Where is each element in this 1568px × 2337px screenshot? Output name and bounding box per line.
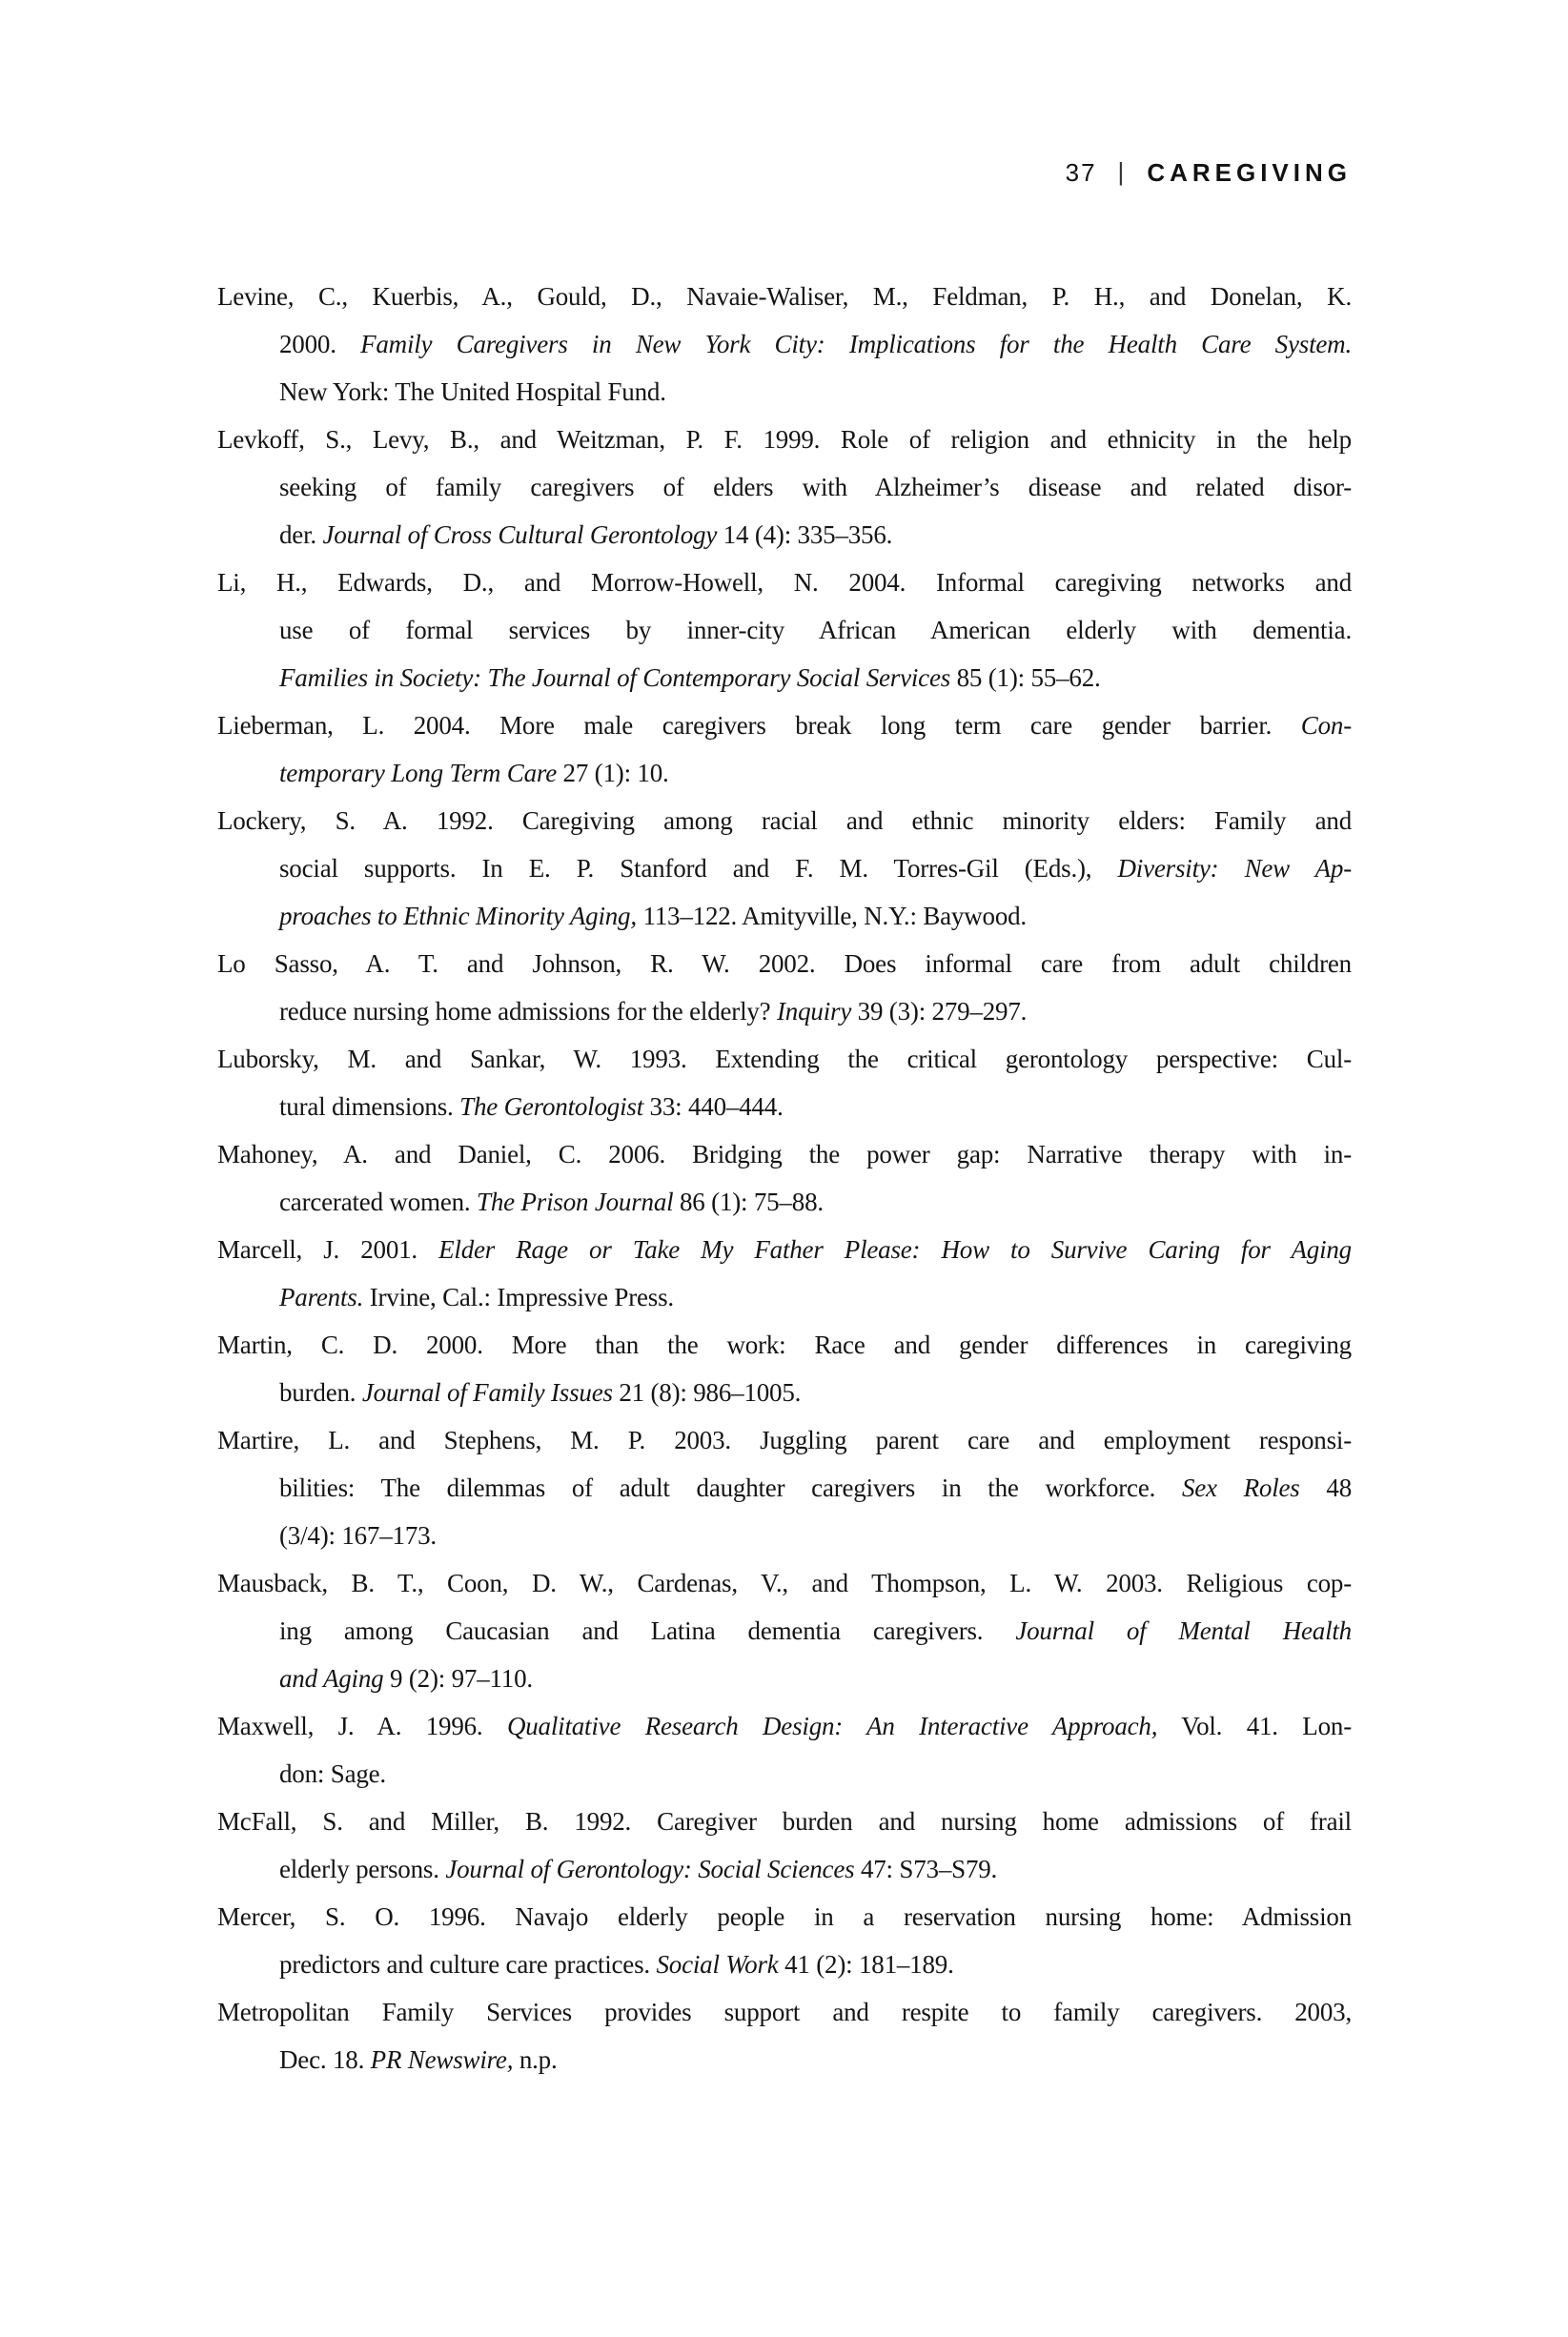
reference-text: Mahoney, A. and Daniel, C. 2006. Bridging the power gap: Narrative therapy with in- <box>217 1140 1352 1168</box>
reference-text: 27 (1): 10. <box>556 759 669 787</box>
reference-line <box>217 940 1352 987</box>
reference-text: Irvine, Cal.: Impressive Press. <box>363 1283 674 1311</box>
reference-entry <box>217 1226 1352 1321</box>
reference-text: New York: The United Hospital Fund. <box>279 377 666 406</box>
reference-text: 41 (2): 181–189. <box>778 1950 954 1979</box>
reference-text: social supports. In E. P. Stanford and F. M. Torres-Gil (Eds.), <box>279 854 1118 883</box>
reference-text: Lo Sasso, A. T. and Johnson, R. W. 2002. Does informal care from adult children <box>217 949 1352 978</box>
reference-text: McFall, S. and Miller, B. 1992. Caregiver burden and nursing home admissions of frail <box>217 1807 1352 1836</box>
reference-entry <box>217 1798 1352 1893</box>
reference-text: 14 (4): 335–356. <box>717 520 893 549</box>
reference-text: 86 (1): 75–88. <box>673 1188 824 1216</box>
reference-text-italic: Diversity: New Ap- <box>1117 854 1352 883</box>
reference-line <box>217 1321 1352 1369</box>
reference-text-italic: Families in Society: The Journal of Contemporary Social Services <box>279 663 951 692</box>
reference-text: Lieberman, L. 2004. More male caregivers break long term care gender barrier. <box>217 711 1301 740</box>
reference-text: reduce nursing home admissions for the elderly? <box>279 997 778 1026</box>
reference-line <box>217 1702 1352 1750</box>
reference-line <box>217 559 1352 606</box>
reference-text: predictors and culture care practices. <box>279 1950 657 1979</box>
reference-text-italic: Journal of Cross Cultural Gerontology <box>322 520 718 549</box>
reference-line <box>217 1845 1352 1893</box>
reference-line <box>217 654 1352 701</box>
reference-text-italic: Elder Rage or Take My Father Please: How to Survive Caring for Aging <box>438 1235 1352 1264</box>
reference-text-italic: Journal of Family Issues <box>361 1378 613 1407</box>
reference-text: 48 <box>1299 1473 1352 1502</box>
reference-text: Luborsky, M. and Sankar, W. 1993. Extending the critical gerontology perspective: Cul- <box>217 1045 1352 1073</box>
reference-line <box>217 368 1352 416</box>
reference-line <box>217 701 1352 749</box>
reference-text-italic: Social Work <box>656 1950 779 1979</box>
reference-line <box>217 797 1352 844</box>
header-divider: | <box>1117 157 1125 186</box>
reference-text: use of formal services by inner-city African American elderly with dementia. <box>279 616 1352 644</box>
reference-text: Levkoff, S., Levy, B., and Weitzman, P. F. 1999. Role of religion and ethnicity in the help <box>217 425 1352 454</box>
reference-entry <box>217 1559 1352 1702</box>
reference-text-italic: temporary Long Term Care <box>279 759 557 787</box>
reference-line <box>217 1559 1352 1607</box>
reference-text: 21 (8): 986–1005. <box>612 1378 802 1407</box>
reference-entry <box>217 1321 1352 1416</box>
reference-text: 47: S73–S79. <box>854 1855 998 1883</box>
reference-text-italic: Inquiry <box>777 997 852 1026</box>
reference-text: Mercer, S. O. 1996. Navajo elderly people in a reservation nursing home: Admission <box>217 1902 1352 1931</box>
reference-text-italic: Family Caregivers in New York City: Implications for the Health Care System. <box>360 330 1352 358</box>
reference-line <box>217 1464 1352 1512</box>
reference-text: tural dimensions. <box>279 1092 460 1121</box>
reference-text: 113–122. Amityville, N.Y.: Baywood. <box>636 902 1027 930</box>
section-title: CAREGIVING <box>1147 158 1352 187</box>
reference-line <box>217 463 1352 511</box>
reference-text-italic: Qualitative Research Design: An Interactive Approach, <box>506 1712 1158 1740</box>
reference-line <box>217 320 1352 368</box>
reference-entry <box>217 1416 1352 1559</box>
reference-text: 85 (1): 55–62. <box>950 663 1101 692</box>
reference-entry <box>217 1035 1352 1130</box>
reference-text: don: Sage. <box>279 1759 386 1788</box>
reference-line <box>217 844 1352 892</box>
reference-text: Martire, L. and Stephens, M. P. 2003. Juggling parent care and employment responsi- <box>217 1426 1352 1454</box>
reference-line <box>217 1226 1352 1273</box>
reference-entry <box>217 701 1352 797</box>
reference-text: Maxwell, J. A. 1996. <box>217 1712 507 1740</box>
reference-line <box>217 416 1352 463</box>
reference-line <box>217 273 1352 320</box>
reference-text-italic: Con- <box>1300 711 1352 740</box>
reference-text: burden. <box>279 1378 362 1407</box>
reference-text: 39 (3): 279–297. <box>851 997 1028 1026</box>
reference-line <box>217 892 1352 940</box>
reference-line <box>217 1941 1352 1988</box>
reference-text: Dec. 18. <box>279 2045 371 2074</box>
reference-line <box>217 1512 1352 1559</box>
reference-entry <box>217 940 1352 1035</box>
reference-text: Levine, C., Kuerbis, A., Gould, D., Navaie-Waliser, M., Feldman, P. H., and Donelan, K. <box>217 282 1352 311</box>
reference-text: Lockery, S. A. 1992. Caregiving among racial and ethnic minority elders: Family and <box>217 806 1352 835</box>
reference-text: seeking of family caregivers of elders with Alzheimer’s disease and related disor- <box>279 473 1352 501</box>
reference-line <box>217 749 1352 797</box>
reference-text-italic: The Gerontologist <box>459 1092 643 1121</box>
reference-line <box>217 1178 1352 1226</box>
reference-line <box>217 987 1352 1035</box>
reference-text-italic: Journal of Gerontology: Social Sciences <box>445 1855 855 1883</box>
reference-list <box>217 273 1352 2083</box>
reference-line <box>217 1083 1352 1130</box>
reference-text: Marcell, J. 2001. <box>217 1235 439 1264</box>
reference-text: (3/4): 167–173. <box>279 1521 437 1550</box>
reference-text: 2000. <box>279 330 361 358</box>
reference-entry <box>217 559 1352 701</box>
reference-entry <box>217 273 1352 416</box>
running-head <box>217 158 1352 188</box>
reference-line <box>217 1988 1352 2036</box>
reference-entry <box>217 1702 1352 1798</box>
reference-text-italic: PR Newswire, <box>370 2045 514 2074</box>
reference-entry <box>217 1130 1352 1226</box>
reference-text: Martin, C. D. 2000. More than the work: Race and gender differences in caregiving <box>217 1331 1352 1359</box>
reference-text: ing among Caucasian and Latina dementia caregivers. <box>279 1616 1016 1645</box>
reference-text-italic: proaches to Ethnic Minority Aging, <box>279 902 637 930</box>
reference-text-italic: The Prison Journal <box>477 1188 674 1216</box>
reference-text: bilities: The dilemmas of adult daughter caregivers in the workforce. <box>279 1473 1182 1502</box>
reference-text: carcerated women. <box>279 1188 478 1216</box>
reference-text-italic: Sex Roles <box>1181 1473 1300 1502</box>
reference-line <box>217 1655 1352 1702</box>
reference-text-italic: Parents. <box>279 1283 364 1311</box>
reference-text: Metropolitan Family Services provides support and respite to family caregivers. 2003, <box>217 1998 1352 2026</box>
reference-text: elderly persons. <box>279 1855 446 1883</box>
reference-line <box>217 1416 1352 1464</box>
reference-line <box>217 1893 1352 1941</box>
reference-entry <box>217 797 1352 940</box>
reference-text: Li, H., Edwards, D., and Morrow-Howell, N. 2004. Informal caregiving networks and <box>217 568 1352 597</box>
reference-line <box>217 606 1352 654</box>
reference-line <box>217 1798 1352 1845</box>
reference-text: der. <box>279 520 323 549</box>
reference-line <box>217 1607 1352 1655</box>
reference-text: Mausback, B. T., Coon, D. W., Cardenas, V., and Thompson, L. W. 2003. Religious cop- <box>217 1569 1352 1597</box>
page-number: 37 <box>1065 158 1097 187</box>
reference-text-italic: Journal of Mental Health <box>1015 1616 1352 1645</box>
reference-line <box>217 1273 1352 1321</box>
reference-line <box>217 511 1352 559</box>
reference-line <box>217 1369 1352 1416</box>
reference-line <box>217 1035 1352 1083</box>
reference-line <box>217 2036 1352 2083</box>
reference-text: 33: 440–444. <box>643 1092 784 1121</box>
reference-entry <box>217 1988 1352 2083</box>
reference-entry <box>217 1893 1352 1988</box>
reference-entry <box>217 416 1352 559</box>
reference-text: 9 (2): 97–110. <box>383 1664 533 1693</box>
reference-text-italic: and Aging <box>279 1664 384 1693</box>
reference-line <box>217 1750 1352 1798</box>
reference-line <box>217 1130 1352 1178</box>
reference-text: Vol. 41. Lon- <box>1157 1712 1352 1740</box>
reference-text: n.p. <box>513 2045 558 2074</box>
